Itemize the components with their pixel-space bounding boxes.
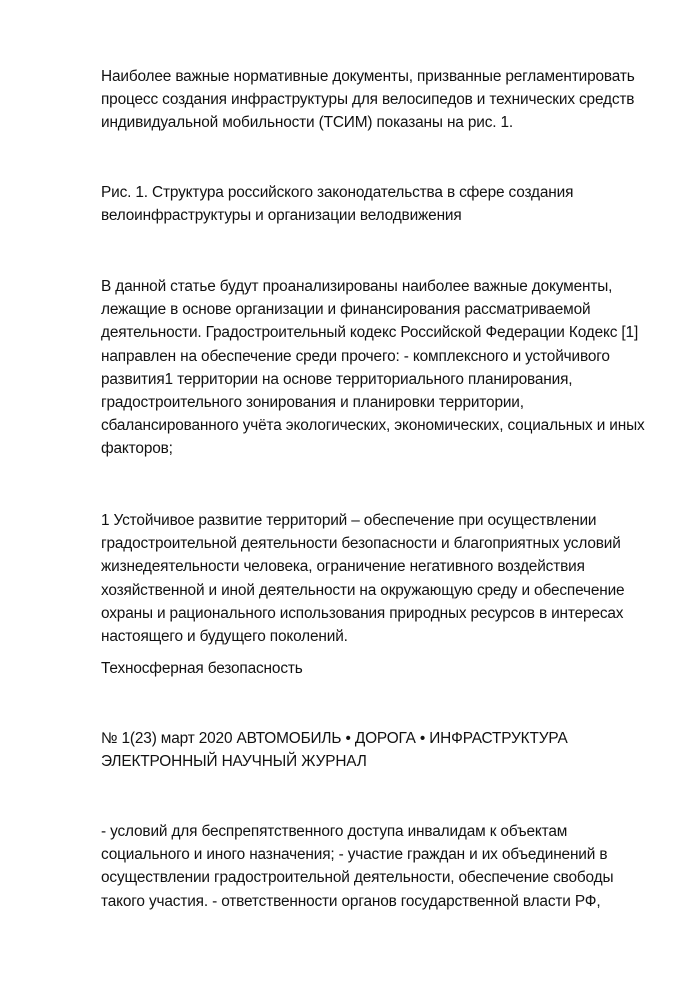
text-line: настоящего и будущего поколений. — [101, 628, 348, 646]
text-line: Техносферная безопасность — [101, 660, 303, 677]
text-line: социального и иного назначения; - участие граждан и их объединений в — [101, 846, 608, 864]
text-line: № 1(23) март 2020 АВТОМОБИЛЬ • ДОРОГА • ИНФРАСТРУКТУРА — [101, 730, 568, 747]
text-line: градостроительной деятельности безопасности и благоприятных условий — [101, 535, 621, 553]
text-line: сбалансированного учёта экологических, экономических, социальных и иных — [101, 417, 645, 435]
text-line: направлен на обеспечение среди прочего: - комплексного и устойчивого — [101, 347, 610, 365]
footnote — [101, 509, 691, 648]
continuation-paragraph — [101, 820, 691, 913]
text-line: развития1 территории на основе территориального планирования, — [101, 370, 573, 388]
text-line: индивидуальной мобильности (ТСИМ) показаны на рис. 1. — [101, 114, 514, 132]
intro-paragraph — [101, 65, 691, 135]
text-line: такого участия. - ответственности органов государственной власти РФ, — [101, 892, 601, 910]
text-line: лежащие в основе организации и финансирования рассматриваемой — [101, 301, 591, 319]
text-line: Наиболее важные нормативные документы, призванные регламентировать — [101, 68, 635, 85]
text-line: 1 Устойчивое развитие территорий – обеспечение при осуществлении — [101, 512, 597, 529]
text-line: ЭЛЕКТРОННЫЙ НАУЧНЫЙ ЖУРНАЛ — [101, 753, 367, 771]
section-label — [101, 657, 691, 680]
text-line: процесс создания инфраструктуры для велосипедов и технических средств — [101, 91, 635, 109]
text-line: Рис. 1. Структура российского законодательства в сфере создания — [101, 184, 574, 201]
text-line: градостроительного зонирования и планировки территории, — [101, 394, 524, 412]
figure-caption — [101, 181, 691, 227]
text-line: осуществлении градостроительной деятельности, обеспечение свободы — [101, 869, 614, 887]
text-line: хозяйственной и иной деятельности на окружающую среду и обеспечение — [101, 581, 625, 599]
journal-header — [101, 727, 691, 773]
text-line: В данной статье будут проанализированы наиболее важные документы, — [101, 278, 613, 295]
text-line: велоинфраструктуры и организации велодвижения — [101, 207, 462, 225]
body-paragraph — [101, 275, 691, 461]
text-line: жизнедеятельности человека, ограничение негативного воздействия — [101, 558, 585, 576]
text-line: - условий для беспрепятственного доступа инвалидам к объектам — [101, 823, 568, 840]
text-line: охраны и рационального использования природных ресурсов в интересах — [101, 604, 624, 622]
text-line: деятельности. Градостроительный кодекс Российской Федерации Кодекс [1] — [101, 324, 639, 342]
text-line: факторов; — [101, 440, 173, 458]
